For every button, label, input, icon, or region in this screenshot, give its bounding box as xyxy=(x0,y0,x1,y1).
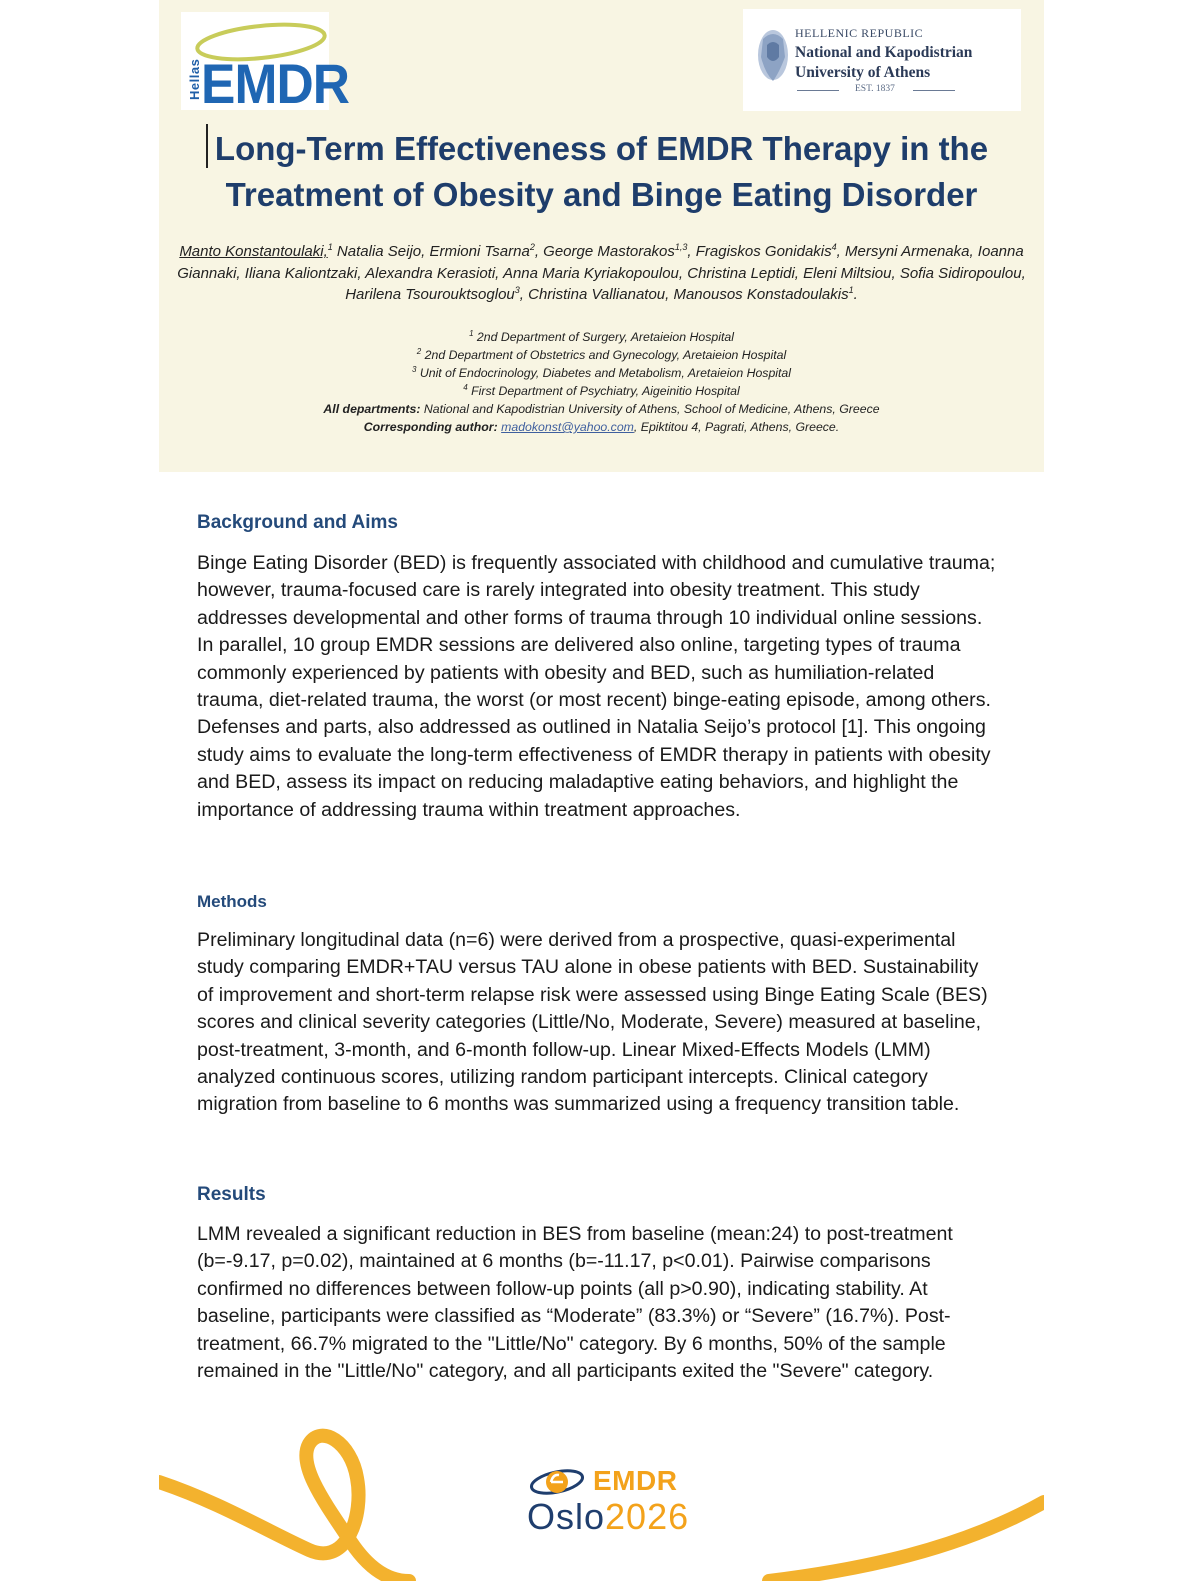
all-departments-label: All departments: xyxy=(323,402,421,416)
footer-year: 2026 xyxy=(605,1496,690,1537)
affiliation-text: Unit of Endocrinology, Diabetes and Metabolism, Aretaieion Hospital xyxy=(416,366,792,380)
affiliation-item xyxy=(159,346,1044,364)
methods-text: Preliminary longitudinal data (n=6) were derived from a prospective, quasi-experimental study comparing EMDR+TAU versus TAU alone in obese patients with BED. Sustainability of improvement and short-term relapse risk were assessed using Binge Eating Scale (BES) scores and clinical severity categories (Little/No, Moderate, Severe) measured at baseline, post-treatment, 3-month, and 6-month follow-up. Linear Mixed-Effects Models (LMM) analyzed continuous scores, utilizing random participant intercepts. Clinical category migration from baseline to 6 months was summarized using a frequency transition table. xyxy=(197,929,988,1116)
author-text: , Mersyni Armenaka, Ioanna Giannaki, Iliana Kaliontzaki, Alexandra Kerasioti, Anna Maria Kyriakopoulou, Christina Leptidi, Eleni Miltsiou, Sofia Sidiropoulou, Harilena Tsourouktsoglou xyxy=(177,243,1026,303)
university-est-text: EST. 1837 xyxy=(855,84,895,94)
title-line-1: Long-Term Effectiveness of EMDR Therapy in the xyxy=(214,130,989,167)
affiliation-sup: 3 xyxy=(411,364,417,374)
affiliation-item xyxy=(159,364,1044,382)
author-text: , Fragiskos Gonidakis xyxy=(687,243,832,260)
emdr-hellas-logo xyxy=(181,12,350,115)
university-logo xyxy=(743,9,1021,111)
est-rule-left xyxy=(797,90,839,91)
author-sup: 1,3 xyxy=(674,242,688,252)
all-departments xyxy=(159,400,1044,418)
affiliation-sup: 4 xyxy=(463,382,468,392)
results-text: LMM revealed a significant reduction in BES from baseline (mean:24) to post-treatment (b=-9.17, p=0.02), maintained at 6 months (b=-11.17, p<0.01). Pairwise comparisons confirmed no differences between follow-up points (all p>0.90), indicating stability. At baseline, participants were classified as “Moderate” (83.3%) or “Severe” (16.7%). Post-treatment, 66.7% migrated to the "Little/No" category. By 6 months, 50% of the sample remained in the "Little/No" category, and all participants exited the "Severe" category. xyxy=(197,1223,953,1383)
poster-title xyxy=(159,126,1044,218)
header-band xyxy=(159,0,1044,472)
author-sup: 1 xyxy=(327,242,333,252)
corresponding-author xyxy=(159,418,1044,436)
background-heading: Background and Aims xyxy=(197,512,398,533)
corresponding-email-link[interactable]: madokonst@yahoo.com xyxy=(501,420,634,434)
footer-emdr-text: EMDR xyxy=(593,1465,678,1496)
affiliation-text: 2nd Department of Obstetrics and Gynecology, Aretaieion Hospital xyxy=(421,348,787,362)
corresponding-address: , Epiktitou 4, Pagrati, Athens, Greece. xyxy=(633,420,840,434)
background-text: Binge Eating Disorder (BED) is frequently associated with childhood and cumulative trauma; however, trauma-focused care is rarely integrated into obesity treatment. This study addresses developmental and other forms of trauma through 10 individual online sessions. In parallel, 10 group EMDR sessions are delivered also online, targeting types of trauma commonly experienced by patients with obesity and BED, such as humiliation-related trauma, diet-related trauma, the worst (or most recent) binge-eating episode, among others. Defenses and parts, also addressed as outlined in Natalia Seijo’s protocol [1]. This ongoing study aims to evaluate the long-term effectiveness of EMDR therapy in patients with obesity and BED, assess its impact on reducing maladaptive eating behaviors, and highlight the importance of addressing trauma within treatment approaches. xyxy=(197,552,996,821)
affiliation-text: 2nd Department of Surgery, Aretaieion Hospital xyxy=(473,330,734,344)
university-republic-text: HELLENIC REPUBLIC xyxy=(795,26,924,40)
affiliation-sup: 1 xyxy=(469,328,474,338)
footer-city: Oslo xyxy=(527,1496,606,1537)
author-text: Natalia Seijo, Ermioni Tsarna xyxy=(332,243,530,260)
est-rule-right xyxy=(913,90,955,91)
university-name-line1: National and Kapodistrian xyxy=(795,44,973,61)
affiliations xyxy=(159,328,1044,436)
title-line-2: Treatment of Obesity and Binge Eating Disorder xyxy=(225,176,978,213)
logo-emdr-text: EMDR xyxy=(201,52,350,115)
results-heading: Results xyxy=(197,1184,266,1205)
author-list xyxy=(165,241,1038,306)
poster-page xyxy=(159,0,1044,1581)
author-text: . xyxy=(853,286,858,303)
author-sup: 2 xyxy=(529,242,535,252)
author-sup: 4 xyxy=(831,242,837,252)
affiliation-text: First Department of Psychiatry, Aigeinitio Hospital xyxy=(467,384,740,398)
affiliation-item xyxy=(159,328,1044,346)
methods-heading: Methods xyxy=(197,892,267,911)
athena-crest-icon xyxy=(755,27,791,85)
corresponding-label: Corresponding author: xyxy=(363,420,498,434)
all-departments-text: National and Kapodistrian University of Athens, School of Medicine, Athens, Greece xyxy=(420,402,880,416)
author-text: , Christina Vallianatou, Manousos Konstadoulakis xyxy=(519,286,849,303)
emdr-oslo-logo xyxy=(527,1462,707,1542)
footer-oslo-text xyxy=(527,1496,689,1538)
affiliation-item xyxy=(159,382,1044,400)
emdr-e-icon xyxy=(527,1466,587,1498)
author-sup: 3 xyxy=(514,285,520,295)
university-name-line2: University of Athens xyxy=(795,64,931,81)
first-author: Manto Konstantoulaki, xyxy=(179,243,328,260)
affiliation-sup: 2 xyxy=(416,346,422,356)
author-sup: 1 xyxy=(848,285,854,295)
logo-hellas-text: Hellas xyxy=(187,58,202,100)
author-text: , George Mastorakos xyxy=(534,243,675,260)
